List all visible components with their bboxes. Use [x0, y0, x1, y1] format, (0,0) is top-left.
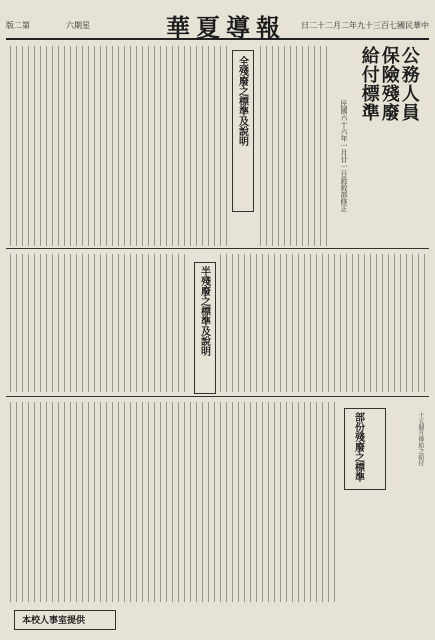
- masthead: [6, 8, 429, 40]
- headline-col-1: 公務人員: [398, 46, 420, 122]
- subheading-full-disability: 全殘廢之標準及說明: [236, 56, 248, 146]
- article-body-text: [10, 46, 230, 246]
- divider: [6, 248, 429, 249]
- side-note: 十五個月俸給之給付: [416, 412, 424, 466]
- paper-name: 華夏導報: [166, 13, 286, 42]
- date-line: 日二十二月二年九十三百七國民華中: [301, 21, 429, 30]
- subheading-partial-disability: 部份殘廢之標準: [352, 412, 364, 482]
- article-body-text: [260, 46, 330, 246]
- revision-date-note: 民國六十六年一月廿一日銓敘部修正: [340, 100, 349, 212]
- headline-col-2: 保險殘廢: [378, 46, 400, 122]
- weekday-label: 六期星: [66, 21, 90, 30]
- subheading-box: [344, 408, 386, 490]
- headline-col-3: 給付標準: [358, 46, 380, 122]
- page-label: 版二第: [6, 21, 30, 30]
- article-body-text: [10, 402, 340, 602]
- article-body-text: [10, 254, 190, 392]
- footer-credit: 本校人事室提供: [22, 616, 86, 626]
- divider: [6, 396, 429, 397]
- subheading-half-disability: 半殘廢之標準及說明: [198, 266, 210, 356]
- article-body-text: [220, 254, 425, 392]
